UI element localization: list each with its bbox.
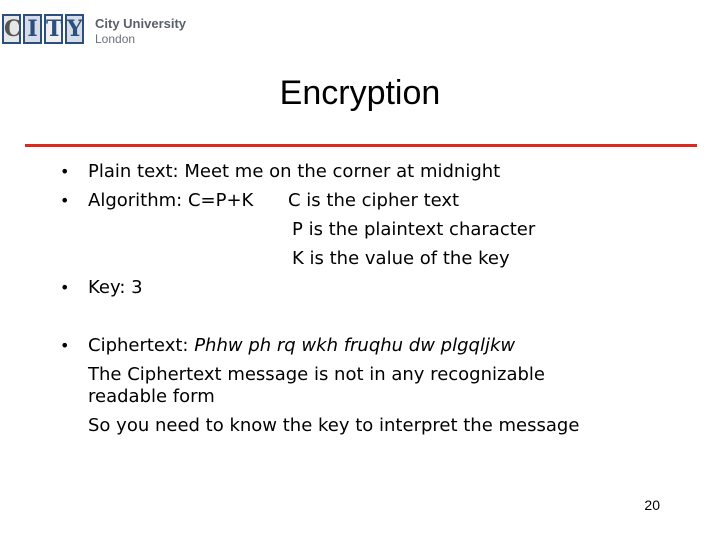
bullet-algorithm — [88, 190, 253, 212]
key-value: 3 — [131, 277, 143, 298]
page-number: 20 — [644, 497, 660, 513]
ciphertext-label: Ciphertext: — [88, 335, 189, 356]
logo-university-name: City University — [95, 16, 187, 31]
bullet-key — [88, 277, 143, 299]
logo-letter-tiles — [2, 14, 86, 44]
key-label: Key: — [88, 277, 126, 298]
algorithm-formula: C=P+K — [187, 190, 254, 211]
logo-letter: I — [23, 14, 42, 44]
bullet-dot-icon: • — [60, 162, 70, 181]
logo-letter: Y — [67, 16, 83, 42]
plain-text-label: Plain text: — [88, 161, 179, 182]
ciphertext-note-line-1: The Ciphertext message is not in any recognizable — [88, 364, 545, 385]
logo-letter: T — [46, 16, 63, 42]
title-underline-rule — [25, 144, 697, 147]
logo-location: London — [95, 32, 136, 46]
algorithm-def-k: K is the value of the key — [292, 248, 510, 269]
ciphertext-note-line-2: readable form — [88, 386, 215, 407]
algorithm-def-c: C is the cipher text — [288, 190, 460, 211]
algorithm-label: Algorithm: — [88, 190, 183, 211]
bullet-dot-icon: • — [60, 336, 70, 355]
ciphertext-value: Phhw ph rq wkh fruqhu dw plgqljkw — [194, 335, 516, 356]
bullet-dot-icon: • — [60, 278, 70, 297]
bullet-ciphertext — [88, 335, 515, 357]
slide-title: Encryption — [279, 74, 441, 112]
algorithm-def-p: P is the plaintext character — [292, 219, 536, 240]
ciphertext-note-line-3: So you need to know the key to interpret the message — [88, 415, 580, 436]
plain-text-value: Meet me on the corner at midnight — [184, 161, 501, 182]
bullet-dot-icon: • — [60, 191, 70, 210]
bullet-plain-text — [88, 161, 500, 183]
logo-letter: C — [4, 16, 22, 42]
